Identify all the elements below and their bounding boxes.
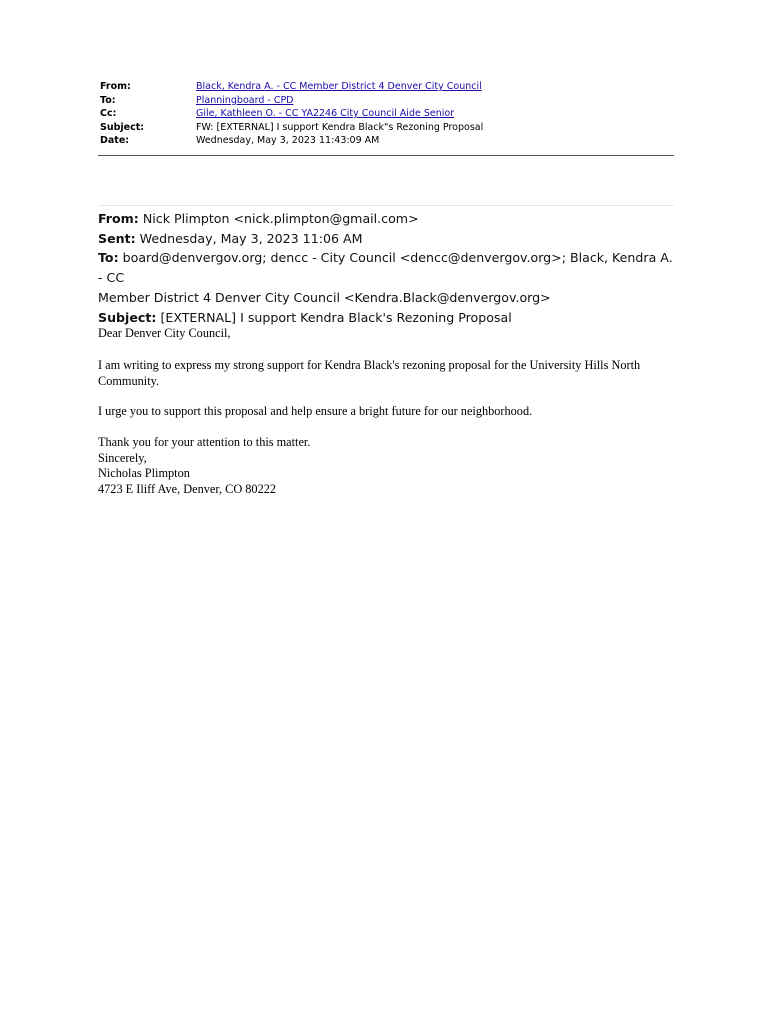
- paragraph-1-line-2: Community.: [98, 373, 160, 388]
- forwarded-to-value-line1: board@denvergov.org; dencc - City Council <dencc@denvergov.org>; Black, Kendra A. - CC: [98, 250, 673, 286]
- forwarded-from-row: [98, 209, 678, 229]
- header-cc-row: [100, 107, 680, 121]
- forwarded-sent-row: [98, 229, 678, 249]
- forwarded-sent-value: Wednesday, May 3, 2023 11:06 AM: [139, 230, 363, 246]
- header-date-value: Wednesday, May 3, 2023 11:43:09 AM: [196, 135, 380, 147]
- message-paragraph-1: [98, 358, 678, 389]
- header-date-row: [100, 134, 680, 148]
- forwarded-from-label: From:: [98, 211, 139, 226]
- signature-name: Nicholas Plimpton: [98, 466, 190, 480]
- header-from-label: From:: [100, 81, 131, 92]
- header-from-link[interactable]: Black, Kendra A. - CC Member District 4 Denver City Council: [196, 81, 482, 92]
- header-subject-row: [100, 121, 680, 135]
- header-to-row: [100, 94, 680, 108]
- header-divider: [98, 155, 674, 156]
- forwarded-from-value: Nick Plimpton <nick.plimpton@gmail.com>: [142, 211, 419, 226]
- message-closing: [98, 435, 678, 497]
- email-header: [100, 80, 680, 148]
- header-to-label: To:: [100, 94, 116, 106]
- header-date-label: Date:: [100, 135, 130, 147]
- forwarded-header: [98, 209, 678, 327]
- closing-sincerely: Sincerely,: [98, 450, 147, 465]
- header-cc-link[interactable]: Gile, Kathleen O. - CC YA2246 City Council Aide Senior: [196, 108, 455, 120]
- forwarded-to-row: [98, 248, 678, 307]
- closing-thanks: Thank you for your attention to this matter.: [98, 435, 311, 449]
- forwarded-subject-row: [98, 308, 678, 328]
- signature-address: 4723 E Iliff Ave, Denver, CO 80222: [98, 481, 277, 496]
- forwarded-subject-label: Subject:: [98, 309, 157, 325]
- header-subject-value: FW: [EXTERNAL] I support Kendra Black"s Rezoning Proposal: [196, 121, 484, 133]
- header-cc-label: Cc:: [100, 108, 117, 120]
- message-paragraph-2: I urge you to support this proposal and help ensure a bright future for our neighborhood.: [98, 404, 533, 418]
- forwarded-to-label: To:: [98, 250, 119, 266]
- forwarded-divider: [98, 205, 674, 206]
- message-greeting: Dear Denver City Council,: [98, 326, 231, 340]
- header-subject-label: Subject:: [100, 121, 145, 133]
- header-from-row: [100, 80, 680, 94]
- forwarded-sent-label: Sent:: [98, 230, 136, 246]
- forwarded-subject-value: [EXTERNAL] I support Kendra Black's Rezoning Proposal: [160, 309, 512, 325]
- header-to-link[interactable]: Planningboard - CPD: [196, 94, 294, 106]
- forwarded-to-value-line2: Member District 4 Denver City Council <Kendra.Black@denvergov.org>: [98, 289, 551, 305]
- paragraph-1-line-1: I am writing to express my strong support for Kendra Black's rezoning proposal for the University Hills North: [98, 358, 641, 372]
